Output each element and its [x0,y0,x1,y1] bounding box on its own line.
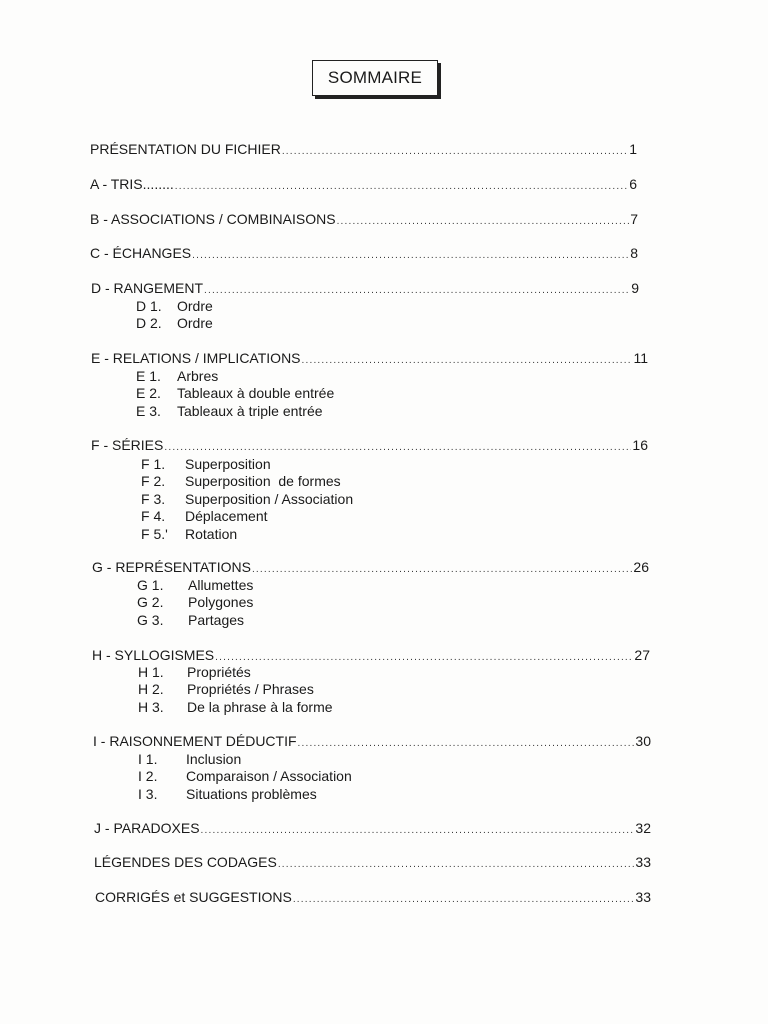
dot-leader [192,250,629,261]
toc-subentry [141,473,341,489]
toc-subentry [136,385,334,401]
toc-entry-page: 8 [630,245,638,261]
toc-entry-page: 32 [635,820,651,836]
toc-subentry [136,368,218,384]
toc-entry [92,647,650,663]
toc-subentry [138,768,352,784]
toc-subentry-code: E 3. [136,402,161,419]
toc-subentry [141,491,353,507]
toc-subentry-text: Partages [188,611,245,628]
toc-entry-page: 6 [629,176,637,192]
toc-subentry-code: G 3. [137,611,164,628]
toc-subentry-code: F 4. [141,508,166,525]
toc-entry [90,245,638,261]
toc-subentry-code: H 2. [138,681,164,698]
toc-subentry [141,456,271,472]
toc-subentry-text: Propriétés [187,664,251,680]
toc-subentry-text: Tableaux à triple entrée [177,402,323,419]
toc-subentry [141,508,268,524]
toc-entry-label: I - RAISONNEMENT DÉDUCTIF [93,733,297,749]
toc-subentry-code: I 2. [138,768,158,785]
dot-leader [204,285,630,296]
toc-entry [90,211,638,227]
toc-entry [94,854,651,870]
toc-subentry-text: Arbres [177,368,219,384]
toc-subentry-code: F 2. [141,473,166,490]
toc-subentry-text: Polygones [188,594,254,611]
toc-subentry-text: Superposition / Association [185,490,354,507]
dot-leader [337,216,630,227]
toc-subentry-code: F 5.' [141,525,168,542]
toc-entry [90,141,637,157]
toc-subentry-code: D 1. [136,298,162,314]
toc-subentry-text: Ordre [177,298,213,314]
toc-subentry-text: Allumettes [188,577,254,593]
toc-subentry-code: F 3. [141,490,166,507]
toc-entry-label: C - ÉCHANGES [90,245,192,261]
toc-entry-label: CORRIGÉS et SUGGESTIONS [95,889,292,905]
toc-subentry [137,612,244,628]
toc-subentry-text: Ordre [177,315,213,332]
toc-entry [91,350,648,366]
toc-subentry-text: Comparaison / Association [186,768,352,785]
toc-subentry-text: Inclusion [186,751,242,767]
toc-entry-label: PRÉSENTATION DU FICHIER [90,141,281,157]
toc-entry-page: 30 [635,733,651,749]
toc-entry-page: 7 [630,211,638,227]
toc-subentry-code: I 3. [138,785,158,802]
dot-leader [302,355,633,366]
dot-leader [298,738,635,749]
toc-subentry [136,298,213,314]
toc-subentry [136,403,323,419]
toc-subentry-text: Tableaux à double entrée [177,385,335,402]
toc-entry-label: J - PARADOXES [94,820,200,836]
toc-subentry [136,315,213,331]
toc-subentry-code: H 1. [138,664,164,680]
toc-subentry-code: G 2. [137,594,164,611]
toc-subentry [138,699,333,715]
toc-entry [92,559,649,575]
dot-leader [215,652,633,663]
dot-leader [164,442,631,453]
toc-entry-label: A - TRIS........ [90,176,174,192]
toc-entry [90,176,637,192]
dot-leader [175,181,628,192]
toc-subentry-text: Superposition de formes [185,473,341,490]
page-title: SOMMAIRE [312,60,438,96]
toc-entry-label: B - ASSOCIATIONS / COMBINAISONS [90,211,336,227]
toc-entry [94,820,651,836]
toc-subentry [138,664,251,680]
toc-subentry [137,594,253,610]
toc-entry-page: 26 [633,559,649,575]
toc-subentry [138,681,314,697]
toc-entry-page: 16 [632,437,648,453]
toc-subentry-text: Rotation [185,525,238,542]
toc-subentry-text: Déplacement [185,508,268,525]
toc-entry [91,437,648,453]
dot-leader [282,146,628,157]
toc-subentry [137,577,253,593]
toc-subentry [141,526,237,542]
toc-entry [95,889,651,905]
toc-entry-label: LÉGENDES DES CODAGES [94,854,277,870]
toc-entry-page: 27 [634,647,650,663]
dot-leader [293,894,635,905]
toc-entry-label: H - SYLLOGISMES [92,647,215,663]
toc-subentry [138,751,241,767]
dot-leader [252,564,632,575]
toc-entry [93,733,651,749]
toc-subentry-text: Propriétés / Phrases [187,681,314,698]
toc-entry-label: E - RELATIONS / IMPLICATIONS [91,350,301,366]
toc-entry-label: D - RANGEMENT [91,280,203,296]
toc-subentry-text: De la phrase à la forme [187,698,333,715]
toc-subentry [138,786,317,802]
toc-entry-page: 11 [633,350,648,366]
toc-entry-page: 33 [635,889,651,905]
toc-entry [91,280,639,296]
toc-subentry-code: E 2. [136,385,161,402]
dot-leader [278,859,635,870]
toc-entry-page: 1 [629,141,637,157]
toc-subentry-code: I 1. [138,751,158,767]
toc-entry-page: 9 [631,280,639,296]
toc-subentry-code: F 1. [141,456,166,472]
toc-subentry-code: D 2. [136,315,162,332]
toc-entry-label: F - SÉRIES [91,437,164,453]
toc-subentry-code: E 1. [136,368,161,384]
dot-leader [201,825,635,836]
toc-subentry-text: Superposition [185,456,271,472]
toc-subentry-text: Situations problèmes [186,785,317,802]
toc-entry-label: G - REPRÉSENTATIONS [92,559,251,575]
toc-entry-page: 33 [635,854,651,870]
toc-subentry-code: G 1. [137,577,164,593]
toc-subentry-code: H 3. [138,698,164,715]
